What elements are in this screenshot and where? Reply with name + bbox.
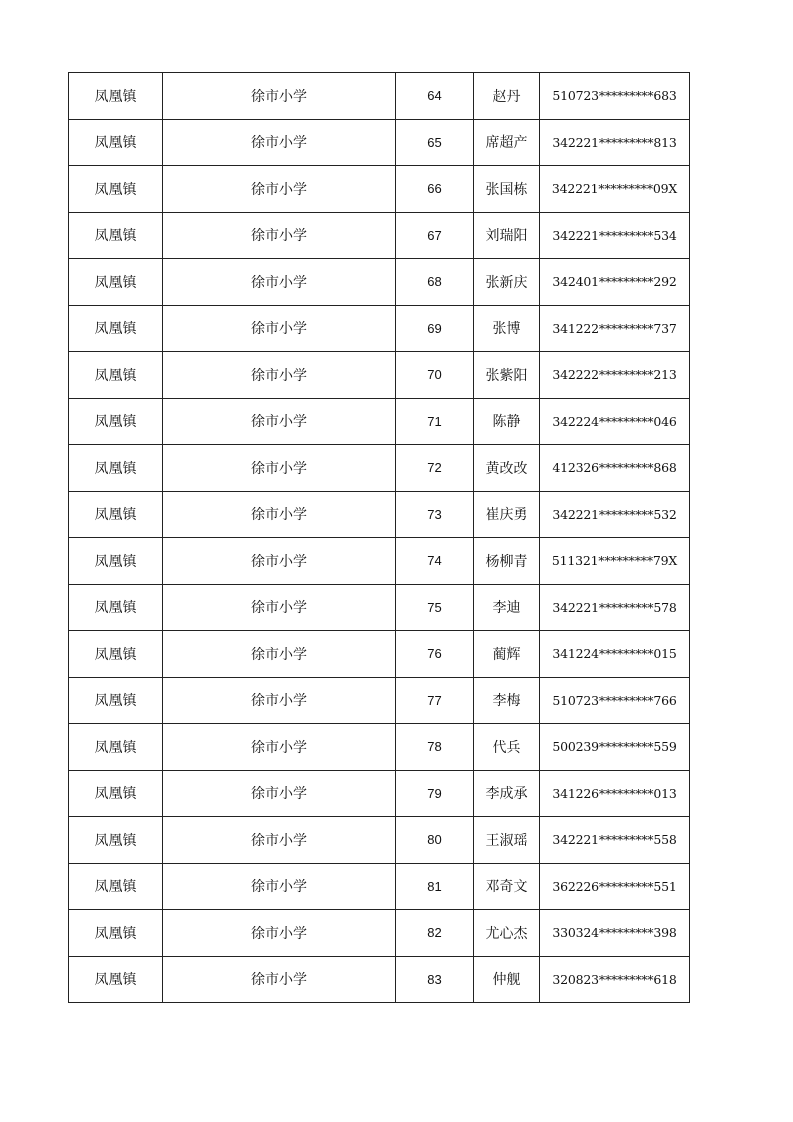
name-cell: 邓奇文 xyxy=(474,863,540,910)
id-cell: 342221*********09X xyxy=(540,166,690,213)
school-cell: 徐市小学 xyxy=(163,584,396,631)
name-cell: 仲舰 xyxy=(474,956,540,1003)
number-cell: 72 xyxy=(396,445,474,492)
id-cell: 341224*********015 xyxy=(540,631,690,678)
table-row xyxy=(69,538,690,585)
id-cell: 341226*********013 xyxy=(540,770,690,817)
roster-table xyxy=(68,72,690,1003)
town-cell: 凤凰镇 xyxy=(69,770,163,817)
name-cell: 李成承 xyxy=(474,770,540,817)
town-cell: 凤凰镇 xyxy=(69,445,163,492)
table-row xyxy=(69,352,690,399)
id-cell: 320823*********618 xyxy=(540,956,690,1003)
town-cell: 凤凰镇 xyxy=(69,491,163,538)
school-cell: 徐市小学 xyxy=(163,259,396,306)
table-row xyxy=(69,677,690,724)
number-cell: 79 xyxy=(396,770,474,817)
school-cell: 徐市小学 xyxy=(163,724,396,771)
town-cell: 凤凰镇 xyxy=(69,724,163,771)
number-cell: 75 xyxy=(396,584,474,631)
school-cell: 徐市小学 xyxy=(163,119,396,166)
name-cell: 张博 xyxy=(474,305,540,352)
number-cell: 65 xyxy=(396,119,474,166)
number-cell: 66 xyxy=(396,166,474,213)
name-cell: 黄改改 xyxy=(474,445,540,492)
school-cell: 徐市小学 xyxy=(163,631,396,678)
number-cell: 68 xyxy=(396,259,474,306)
table-row xyxy=(69,631,690,678)
name-cell: 王淑瑶 xyxy=(474,817,540,864)
town-cell: 凤凰镇 xyxy=(69,119,163,166)
number-cell: 67 xyxy=(396,212,474,259)
name-cell: 李迪 xyxy=(474,584,540,631)
roster-body xyxy=(69,73,690,1003)
school-cell: 徐市小学 xyxy=(163,538,396,585)
id-cell: 330324*********398 xyxy=(540,910,690,957)
name-cell: 蔺辉 xyxy=(474,631,540,678)
school-cell: 徐市小学 xyxy=(163,770,396,817)
town-cell: 凤凰镇 xyxy=(69,398,163,445)
table-row xyxy=(69,817,690,864)
number-cell: 82 xyxy=(396,910,474,957)
school-cell: 徐市小学 xyxy=(163,956,396,1003)
table-row xyxy=(69,398,690,445)
school-cell: 徐市小学 xyxy=(163,677,396,724)
number-cell: 70 xyxy=(396,352,474,399)
town-cell: 凤凰镇 xyxy=(69,259,163,306)
town-cell: 凤凰镇 xyxy=(69,817,163,864)
town-cell: 凤凰镇 xyxy=(69,352,163,399)
number-cell: 76 xyxy=(396,631,474,678)
school-cell: 徐市小学 xyxy=(163,817,396,864)
town-cell: 凤凰镇 xyxy=(69,212,163,259)
id-cell: 342221*********532 xyxy=(540,491,690,538)
id-cell: 342221*********534 xyxy=(540,212,690,259)
table-row xyxy=(69,445,690,492)
id-cell: 342221*********578 xyxy=(540,584,690,631)
school-cell: 徐市小学 xyxy=(163,352,396,399)
id-cell: 342401*********292 xyxy=(540,259,690,306)
table-row xyxy=(69,770,690,817)
town-cell: 凤凰镇 xyxy=(69,73,163,120)
table-row xyxy=(69,910,690,957)
number-cell: 83 xyxy=(396,956,474,1003)
number-cell: 81 xyxy=(396,863,474,910)
id-cell: 510723*********766 xyxy=(540,677,690,724)
table-row xyxy=(69,212,690,259)
town-cell: 凤凰镇 xyxy=(69,956,163,1003)
name-cell: 代兵 xyxy=(474,724,540,771)
name-cell: 刘瑞阳 xyxy=(474,212,540,259)
school-cell: 徐市小学 xyxy=(163,445,396,492)
town-cell: 凤凰镇 xyxy=(69,584,163,631)
table-row xyxy=(69,584,690,631)
school-cell: 徐市小学 xyxy=(163,863,396,910)
town-cell: 凤凰镇 xyxy=(69,677,163,724)
town-cell: 凤凰镇 xyxy=(69,910,163,957)
school-cell: 徐市小学 xyxy=(163,491,396,538)
town-cell: 凤凰镇 xyxy=(69,538,163,585)
town-cell: 凤凰镇 xyxy=(69,631,163,678)
name-cell: 杨柳青 xyxy=(474,538,540,585)
name-cell: 尤心杰 xyxy=(474,910,540,957)
table-row xyxy=(69,724,690,771)
table-row xyxy=(69,863,690,910)
id-cell: 362226*********551 xyxy=(540,863,690,910)
table-row xyxy=(69,956,690,1003)
table-row xyxy=(69,119,690,166)
id-cell: 412326*********868 xyxy=(540,445,690,492)
number-cell: 73 xyxy=(396,491,474,538)
number-cell: 69 xyxy=(396,305,474,352)
school-cell: 徐市小学 xyxy=(163,73,396,120)
school-cell: 徐市小学 xyxy=(163,398,396,445)
school-cell: 徐市小学 xyxy=(163,212,396,259)
table-row xyxy=(69,73,690,120)
name-cell: 张紫阳 xyxy=(474,352,540,399)
school-cell: 徐市小学 xyxy=(163,166,396,213)
town-cell: 凤凰镇 xyxy=(69,305,163,352)
name-cell: 张新庆 xyxy=(474,259,540,306)
school-cell: 徐市小学 xyxy=(163,305,396,352)
name-cell: 赵丹 xyxy=(474,73,540,120)
number-cell: 74 xyxy=(396,538,474,585)
id-cell: 342222*********213 xyxy=(540,352,690,399)
school-cell: 徐市小学 xyxy=(163,910,396,957)
id-cell: 341222*********737 xyxy=(540,305,690,352)
id-cell: 342221*********558 xyxy=(540,817,690,864)
name-cell: 张国栋 xyxy=(474,166,540,213)
id-cell: 342224*********046 xyxy=(540,398,690,445)
number-cell: 78 xyxy=(396,724,474,771)
town-cell: 凤凰镇 xyxy=(69,863,163,910)
name-cell: 席超产 xyxy=(474,119,540,166)
id-cell: 511321*********79X xyxy=(540,538,690,585)
name-cell: 陈静 xyxy=(474,398,540,445)
table-row xyxy=(69,305,690,352)
table-row xyxy=(69,166,690,213)
id-cell: 342221*********813 xyxy=(540,119,690,166)
town-cell: 凤凰镇 xyxy=(69,166,163,213)
id-cell: 510723*********683 xyxy=(540,73,690,120)
name-cell: 崔庆勇 xyxy=(474,491,540,538)
number-cell: 80 xyxy=(396,817,474,864)
number-cell: 77 xyxy=(396,677,474,724)
name-cell: 李梅 xyxy=(474,677,540,724)
table-row xyxy=(69,259,690,306)
number-cell: 71 xyxy=(396,398,474,445)
number-cell: 64 xyxy=(396,73,474,120)
table-row xyxy=(69,491,690,538)
id-cell: 500239*********559 xyxy=(540,724,690,771)
